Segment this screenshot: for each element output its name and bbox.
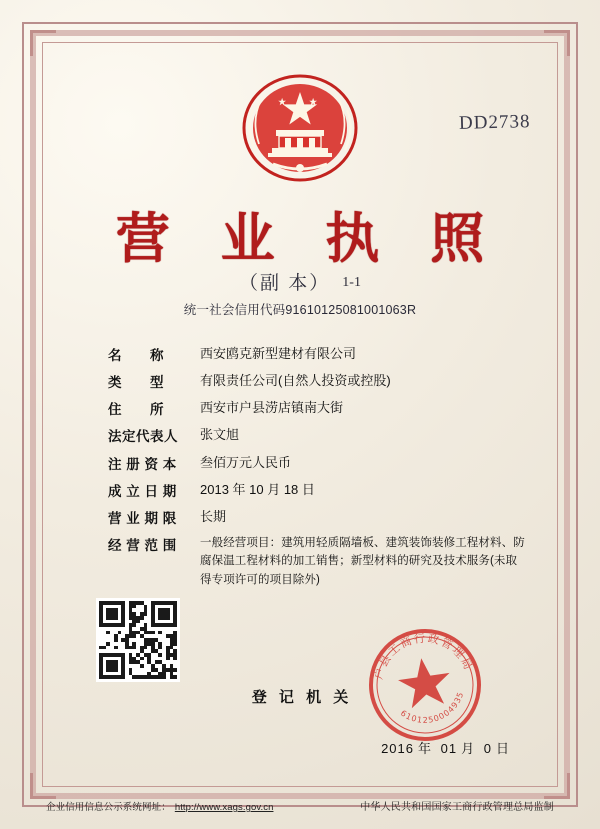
corner-ornament-bottom-right (544, 773, 570, 799)
field-row-registered-capital (108, 453, 528, 473)
field-label: 类 型 (108, 375, 164, 391)
field-value: 叁佰万元人民币 (200, 454, 292, 470)
field-label: 住 所 (108, 402, 164, 418)
field-value: 有限责任公司(自然人投资或控股) (200, 373, 391, 389)
issue-year: 2016 (381, 741, 414, 756)
field-row-business-scope (108, 534, 528, 589)
field-value: 张文旭 (200, 427, 240, 443)
field-row-type (108, 371, 528, 391)
fields-list (108, 344, 528, 596)
field-label: 成 立 日 期 (108, 483, 177, 499)
field-label: 注 册 资 本 (108, 456, 177, 472)
credit-code: 统一社会信用代码91610125081001063R (183, 303, 417, 317)
qr-code (96, 598, 180, 682)
official-red-seal (358, 618, 491, 751)
field-value: 2013 年 10 月 18 日 (200, 481, 315, 497)
svg-text:户县工商行政管理局: 户县工商行政管理局 (372, 631, 476, 681)
footer-issuing-authority: 中华人民共和国国家工商行政管理总局监制 (360, 802, 554, 813)
issue-date (379, 738, 512, 757)
corner-ornament-top-right (544, 30, 570, 56)
issue-year-unit: 年 (418, 741, 433, 756)
subtitle-row (0, 268, 600, 295)
issue-day: 0 (483, 741, 492, 756)
issue-day-unit: 日 (495, 741, 510, 756)
field-value: 西安鸥克新型建材有限公司 (200, 346, 357, 361)
field-label: 法定代表人 (108, 429, 178, 445)
field-row-business-term (108, 507, 528, 527)
footer-credit-label: 企业信用信息公示系统网址： (46, 802, 171, 813)
field-label: 营 业 期 限 (108, 510, 177, 526)
field-value: 西安市户县涝店镇南大街 (200, 400, 344, 416)
issue-month-unit: 月 (461, 741, 476, 756)
registration-authority-label: 登 记 机 关 (251, 689, 353, 706)
field-row-address (108, 398, 528, 418)
serial-number: DD2738 (458, 111, 531, 134)
field-label: 经 营 范 围 (108, 537, 177, 553)
footer-credit-url[interactable]: http://www.xags.gov.cn (174, 802, 274, 813)
field-row-legal-representative (108, 425, 528, 445)
corner-ornament-top-left (30, 30, 56, 56)
footer-credit-system (46, 799, 273, 813)
subtitle: （副 本） (239, 273, 331, 294)
corner-ornament-bottom-left (30, 773, 56, 799)
svg-text:6101250004935: 6101250004935 (398, 690, 466, 725)
subtitle-number: 1-1 (342, 275, 361, 290)
field-row-establishment-date (108, 480, 528, 500)
field-row-name (108, 344, 528, 364)
field-label: 名 称 (108, 348, 164, 363)
field-value: 长期 (200, 508, 227, 524)
page-title: 营 业 执 照 (115, 207, 501, 270)
issue-month: 01 (440, 741, 458, 756)
field-value: 一般经营项目：建筑用轻质隔墙板、建筑装饰装修工程材料、防腐保温工程材料的加工销售；新型材料的研究及技术服务(未取得专项许可的项目除外) (200, 536, 525, 586)
national-emblem-icon (235, 70, 365, 190)
